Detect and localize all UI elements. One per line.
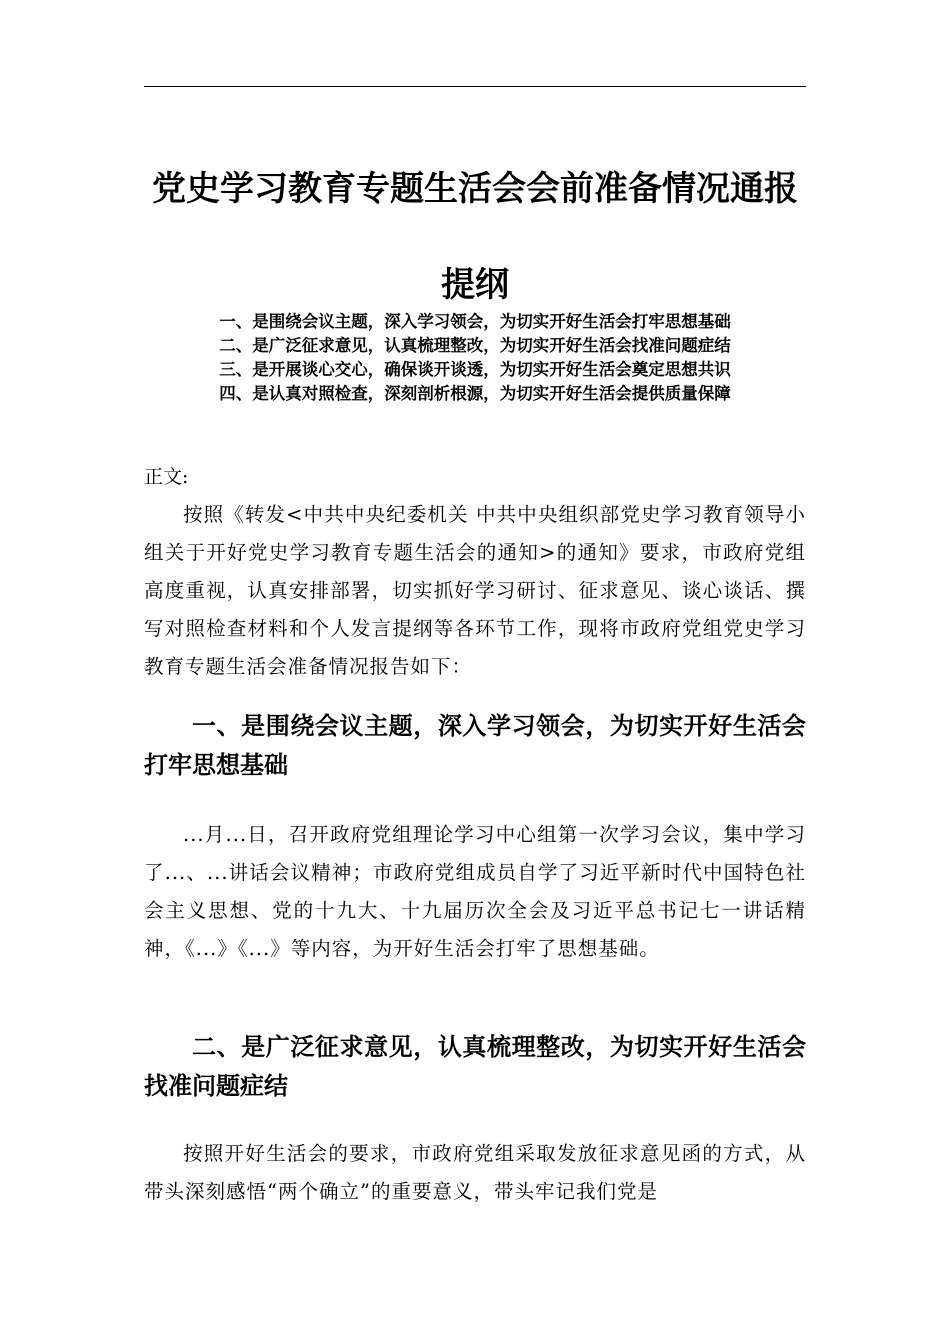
outline-item: 一、是围绕会议主题，深入学习领会，为切实开好生活会打牢思想基础 (219, 312, 731, 331)
section-paragraph-1: ...月...日，召开政府党组理论学习中心组第一次学习会议，集中学习了...、...讲话会议精神；市政府党组成员自学了习近平新时代中国特色社会主义思想、党的十九大、十九届历次全会及习近平总书记七一讲话精神，《...》《...》等内容，为开好生活会打牢了思想基础。 (144, 823, 806, 960)
section-paragraph-2: 按照开好生活会的要求，市政府党组采取发放征求意见函的方式，从带头深刻感悟“两个确立”的重要意义，带头牢记我们党是 (144, 1142, 806, 1203)
body-label: 正文: (144, 466, 189, 488)
intro-paragraph: 按照《转发<中共中央纪委机关 中共中央组织部党史学习教育领导小组关于开好党史学习教育专题生活会的通知>的通知》要求，市政府党组高度重视，认真安排部署，切实抓好学习研讨、征求意见、谈心谈话、撰写对照检查材料和个人发言提纲等各环节工作，现将市政府党组党史学习教育专题生活会准备情况报告如下： (144, 503, 806, 678)
document-subtitle: 提纲 (441, 265, 509, 305)
outline-list (144, 310, 806, 406)
section-heading-2: 二、是广泛征求意见，认真梳理整改，为切实开好生活会找准问题症结 (144, 1033, 806, 1100)
outline-item: 三、是开展谈心交心，确保谈开谈透，为切实开好生活会奠定思想共识 (219, 360, 731, 379)
outline-item: 四、是认真对照检查，深刻剖析根源，为切实开好生活会提供质量保障 (219, 384, 731, 403)
outline-item: 二、是广泛征求意见，认真梳理整改，为切实开好生活会找准问题症结 (219, 336, 731, 355)
section-heading-1: 一、是围绕会议主题，深入学习领会，为切实开好生活会打牢思想基础 (144, 712, 806, 779)
document-title: 党史学习教育专题生活会会前准备情况通报 (152, 169, 798, 209)
header-rule (144, 86, 806, 87)
